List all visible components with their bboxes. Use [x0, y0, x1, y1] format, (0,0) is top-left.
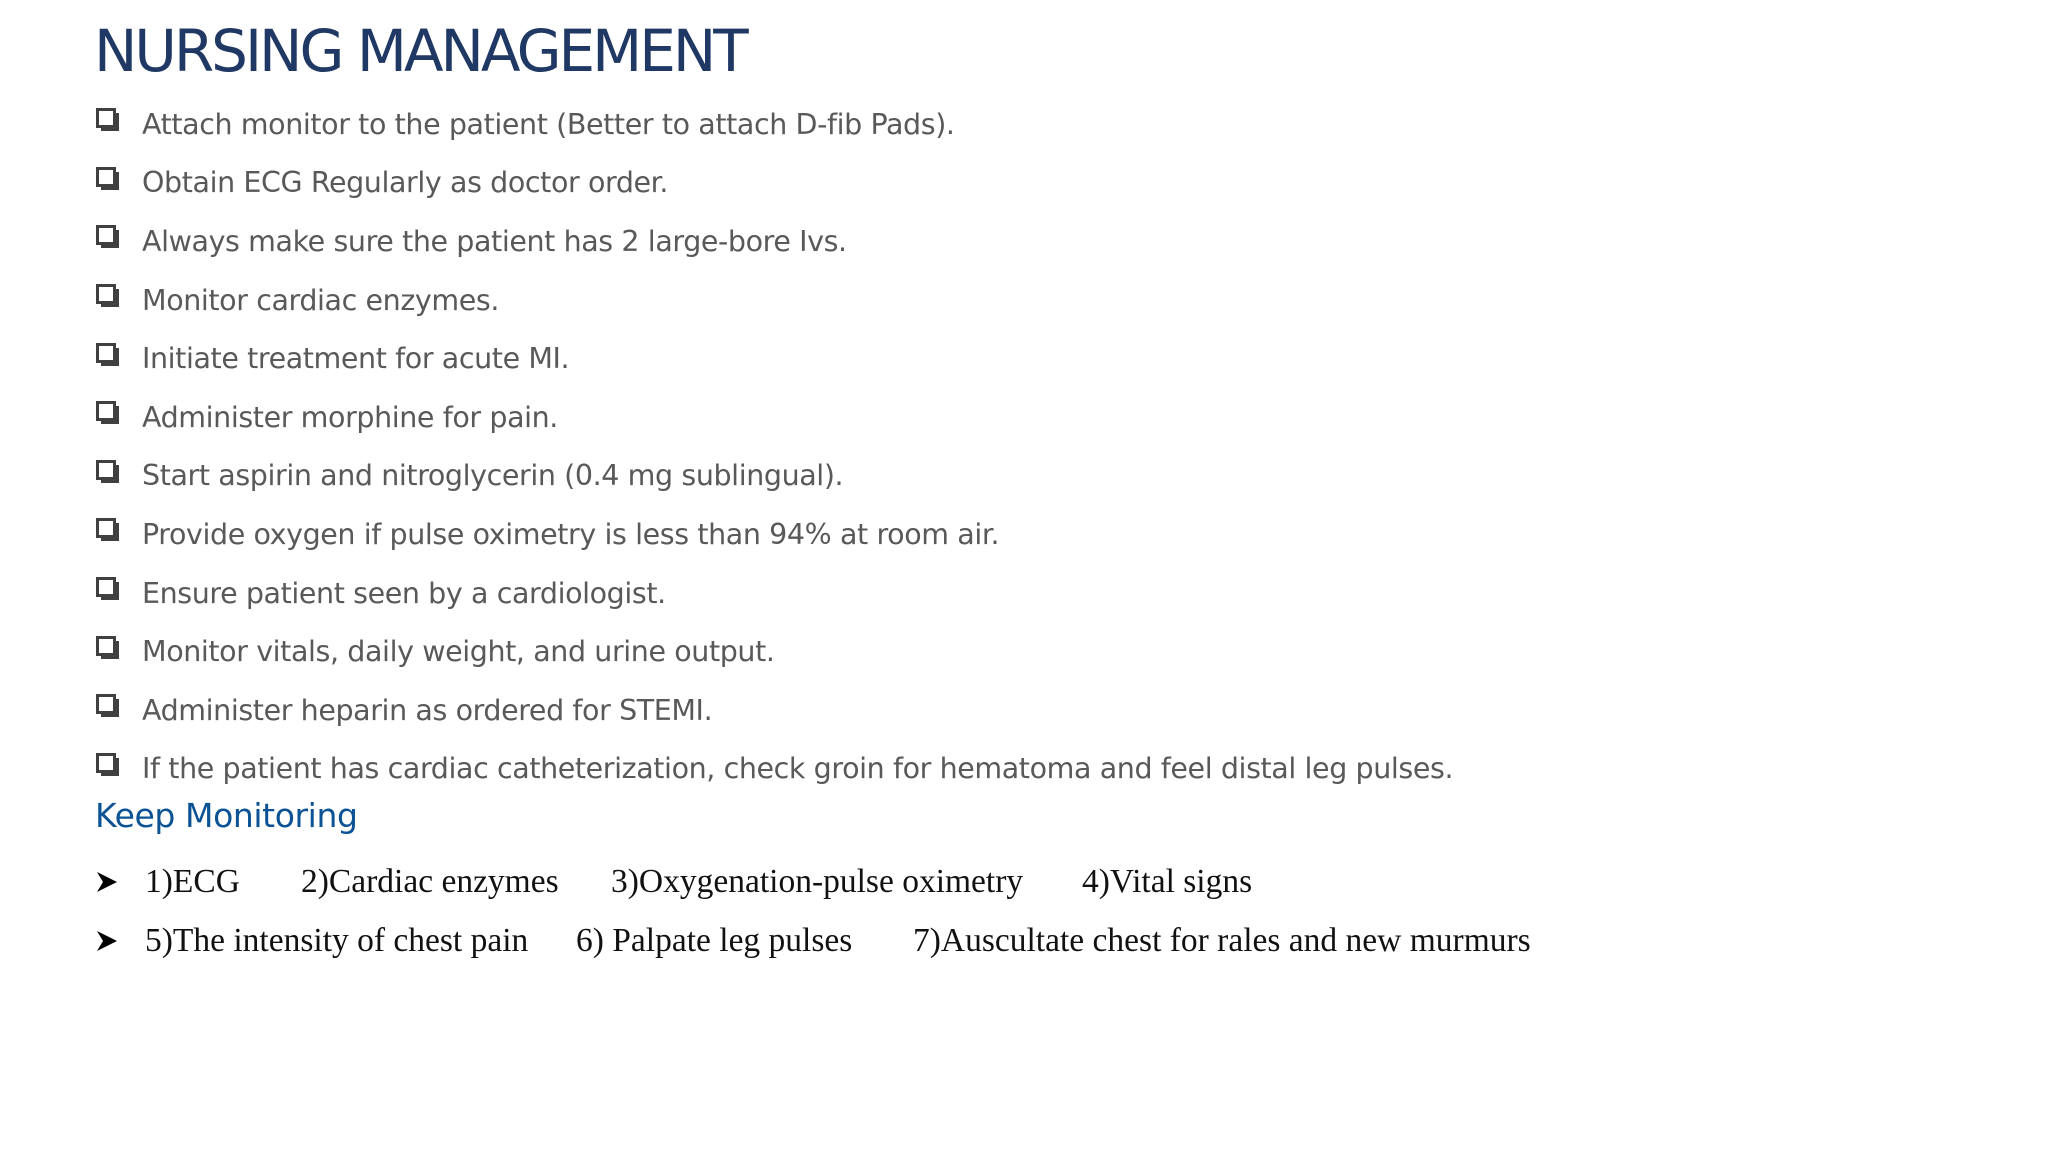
list-item-text: If the patient has cardiac catheterization, check groin for hematoma and feel distal leg pulses.	[142, 752, 1454, 786]
checkbox-square-icon	[96, 167, 120, 191]
checkbox-square-icon	[96, 225, 120, 249]
monitoring-item: 6) Palpate leg pulses	[576, 921, 853, 959]
list-item-text: Obtain ECG Regularly as doctor order.	[142, 166, 669, 200]
list-item-text: Attach monitor to the patient (Better to attach D-fib Pads).	[142, 107, 955, 141]
checkbox-square-icon	[96, 753, 120, 777]
list-item-text: Administer morphine for pain.	[142, 400, 558, 434]
list-item-text: Monitor cardiac enzymes.	[142, 283, 499, 317]
monitoring-row-text	[145, 862, 1645, 902]
list-item-text: Monitor vitals, daily weight, and urine output.	[142, 635, 775, 669]
nursing-checklist	[96, 95, 1453, 798]
list-item-text: Administer heparin as ordered for STEMI.	[142, 693, 713, 727]
monitoring-item: 5)The intensity of chest pain	[145, 921, 529, 959]
checkbox-square-icon	[96, 108, 120, 132]
list-item	[96, 622, 1453, 681]
checkbox-square-icon	[96, 284, 120, 308]
monitoring-item: 3)Oxygenation-pulse oximetry	[611, 862, 1024, 900]
list-item-text: Ensure patient seen by a cardiologist.	[142, 576, 666, 610]
monitoring-item: 7)Auscultate chest for rales and new murmurs	[913, 921, 1531, 959]
checkbox-square-icon	[96, 343, 120, 367]
list-item-text: Start aspirin and nitroglycerin (0.4 mg sublingual).	[142, 459, 844, 493]
monitoring-item: 4)Vital signs	[1082, 862, 1253, 900]
arrow-bullet-icon	[96, 871, 118, 893]
keep-monitoring-heading: Keep Monitoring	[95, 796, 358, 835]
list-item-text: Always make sure the patient has 2 large-bore Ivs.	[142, 224, 847, 258]
list-item	[96, 212, 1453, 271]
checkbox-square-icon	[96, 694, 120, 718]
list-item	[96, 329, 1453, 388]
monitoring-item: 1)ECG	[145, 862, 240, 900]
monitoring-row	[96, 852, 1645, 911]
list-item	[96, 388, 1453, 447]
checkbox-square-icon	[96, 518, 120, 542]
list-item-text: Initiate treatment for acute MI.	[142, 342, 570, 376]
list-item	[96, 447, 1453, 506]
checkbox-square-icon	[96, 636, 120, 660]
list-item	[96, 681, 1453, 740]
checkbox-square-icon	[96, 577, 120, 601]
list-item	[96, 505, 1453, 564]
list-item	[96, 564, 1453, 623]
checkbox-square-icon	[96, 401, 120, 425]
list-item	[96, 740, 1453, 799]
monitoring-row	[96, 911, 1645, 970]
list-item	[96, 154, 1453, 213]
arrow-bullet-icon	[96, 930, 118, 952]
list-item-text: Provide oxygen if pulse oximetry is less than 94% at room air.	[142, 517, 1000, 551]
page-title: NURSING MANAGEMENT	[94, 17, 746, 85]
monitoring-item: 2)Cardiac enzymes	[301, 862, 559, 900]
list-item	[96, 95, 1453, 154]
checkbox-square-icon	[96, 460, 120, 484]
list-item	[96, 271, 1453, 330]
monitoring-row-text	[145, 921, 1645, 961]
monitoring-list	[96, 852, 1645, 970]
